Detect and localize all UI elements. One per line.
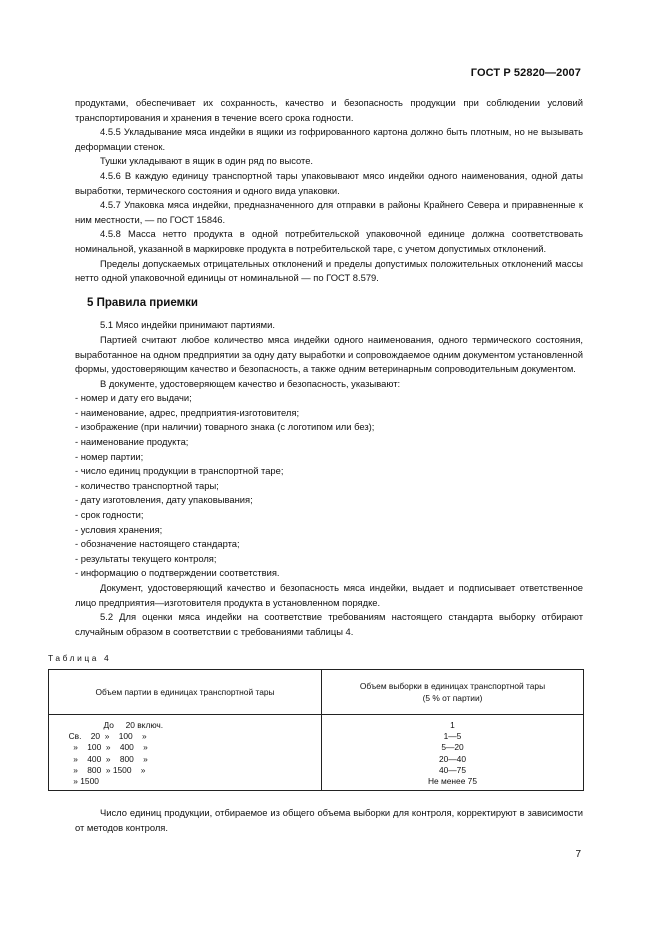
paragraph-4-5-5: 4.5.5 Укладывание мяса индейки в ящики из гофрированного картона должно быть плотным, но не вызывать деформации стенок. — [75, 126, 583, 152]
table-row: » 1500 — [57, 775, 99, 786]
list-item: - номер и дату его выдачи; — [75, 392, 192, 404]
table-row: » 800 » 1500 » — [57, 764, 146, 775]
paragraph-document-signer: Документ, удостоверяющий качество и безопасность мяса индейки, выдает и подписывает ответственное лицо предприятия—изготовителя продукта в установленном порядке. — [75, 582, 583, 608]
table-row: Св. 20 » 100 » — [57, 731, 147, 742]
paragraph-batch-definition: Партией считают любое количество мяса индейки одного наименования, одного термического состояния, выработанное на одном предприятии за одну дату выработки и сопровождаемое одним документом установленной формы, удостоверяющим качество и безопасность, а также одним ветеринарным сопроводительным документом. — [75, 333, 583, 375]
list-item: - наименование, адрес, предприятия-изготовителя; — [75, 406, 300, 418]
page-number: 7 — [575, 849, 581, 860]
page-content — [48, 96, 583, 835]
paragraph-document-contents: В документе, удостоверяющем качество и безопасность, указывают: — [100, 377, 401, 389]
table-body-row — [49, 714, 584, 790]
table-header-batch-volume: Объем партии в единицах транспортной тары — [49, 669, 322, 714]
list-item: - срок годности; — [75, 509, 144, 521]
paragraph-4-5-8: 4.5.8 Масса нетто продукта в одной потребительской упаковочной единице должна соответствовать номинальной, указанной в маркировке продукта в потребительской таре, с учетом допустимых отклонений. — [75, 228, 583, 254]
table-header-sample-volume-line2: (5 % от партии) — [422, 692, 483, 703]
list-item: - число единиц продукции в транспортной таре; — [75, 465, 284, 477]
table-4 — [48, 669, 584, 791]
table-cell-batch-ranges — [49, 714, 322, 790]
paragraph-5-2: 5.2 Для оценки мяса индейки на соответствие требованиям настоящего стандарта выборку отбирают случайным образом в соответствии с требованиями таблицы 4. — [75, 611, 583, 637]
document-requirements-list — [75, 391, 583, 581]
standard-designation: ГОСТ Р 52820—2007 — [470, 67, 581, 79]
paragraph-closing: Число единиц продукции, отбираемое из общего объема выборки для контроля, корректируют в зависимости от методов контроля. — [75, 807, 583, 833]
paragraph-4-5-6: 4.5.6 В каждую единицу транспортной тары упаковывают мясо индейки одного наименования, одной даты выработки, термического состояния и одного вида упаковки. — [75, 169, 583, 196]
table-4-label: Таблица 4 — [48, 653, 112, 664]
table-row: 20—40 — [438, 753, 466, 764]
table-header-row — [49, 669, 584, 714]
table-header-sample-volume — [322, 669, 584, 714]
paragraph-carcass-rows: Тушки укладывают в ящик в один ряд по высоте. — [100, 155, 314, 167]
table-row: 5—20 — [441, 742, 464, 753]
list-item: - дату изготовления, дату упаковывания; — [75, 494, 253, 506]
table-row: » 400 » 800 » — [57, 753, 148, 764]
section-5-title: 5 Правила приемки — [87, 296, 198, 309]
list-item: - наименование продукта; — [75, 436, 189, 448]
table-row: Не менее 75 — [427, 775, 478, 786]
table-row: 1 — [450, 719, 455, 730]
table-header-sample-volume-line1: Объем выборки в единицах транспортной тары — [359, 680, 546, 691]
table-row: » 100 » 400 » — [57, 742, 148, 753]
paragraph-continuation: продуктами, обеспечивает их сохранность, качество и безопасность продукции при соблюдении условий транспортирования и хранения в течение всего срока годности. — [75, 97, 583, 123]
table-row: До 20 включ. — [57, 719, 164, 730]
list-item: - изображение (при наличии) товарного знака (с логотипом или без); — [75, 421, 375, 433]
list-item: - результаты текущего контроля; — [75, 552, 217, 564]
list-item: - условия хранения; — [75, 523, 163, 535]
table-row: 40—75 — [438, 764, 466, 775]
paragraph-tolerances: Пределы допускаемых отрицательных отклонений и пределы допустимых положительных отклонений массы нетто одной упаковочной единицы от номинальной — по ГОСТ 8.579. — [75, 257, 583, 284]
paragraph-4-5-7: 4.5.7 Упаковка мяса индейки, предназначенного для отправки в районы Крайнего Севера и приравненные к ним местности, — по ГОСТ 15846. — [75, 199, 583, 225]
list-item: - номер партии; — [75, 450, 144, 462]
table-cell-sample-sizes — [322, 714, 584, 790]
list-item: - информацию о подтверждении соответствия. — [75, 567, 280, 579]
table-row: 1—5 — [443, 731, 462, 742]
list-item: - обозначение настоящего стандарта; — [75, 538, 240, 550]
paragraph-5-1: 5.1 Мясо индейки принимают партиями. — [100, 319, 275, 331]
list-item: - количество транспортной тары; — [75, 479, 219, 491]
